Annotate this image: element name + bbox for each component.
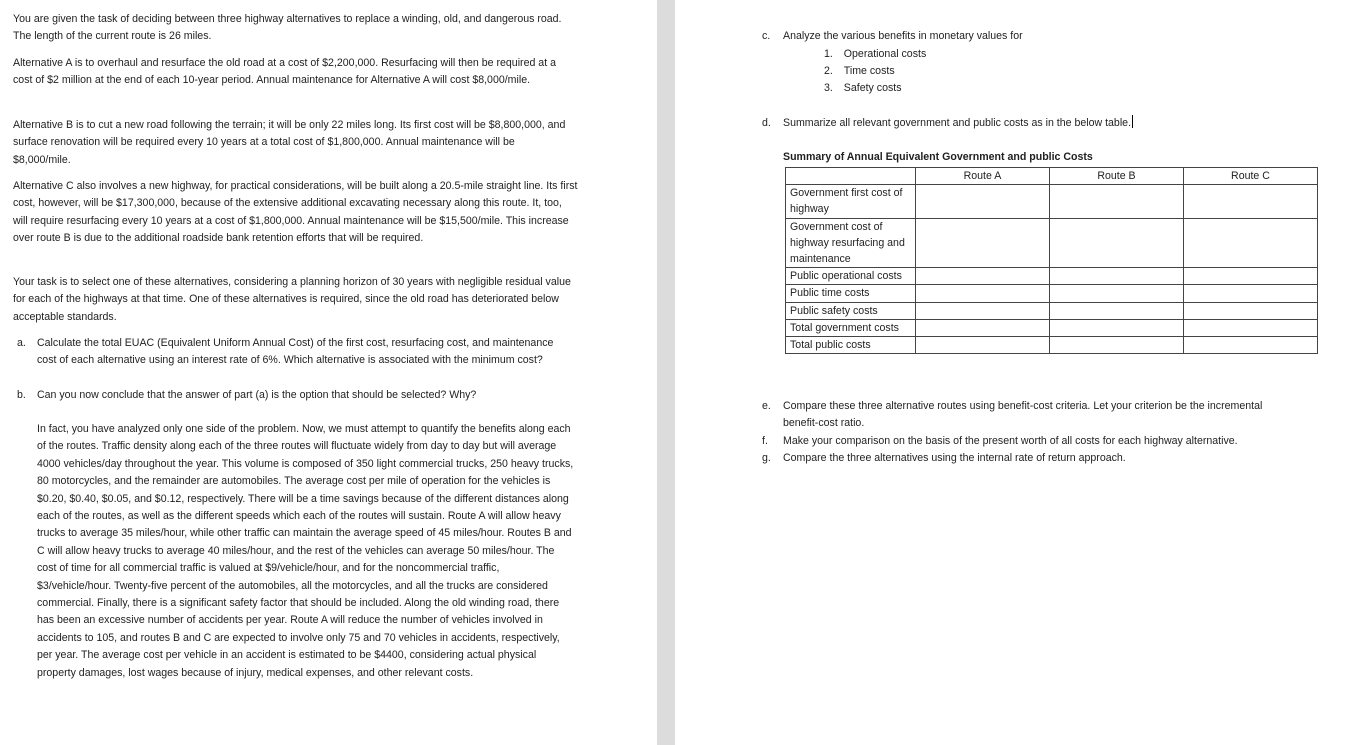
table-corner-cell bbox=[786, 168, 916, 185]
list-item-text: Time costs bbox=[843, 65, 895, 77]
table-cell[interactable] bbox=[915, 185, 1049, 218]
column-header-route-a: Route A bbox=[915, 168, 1049, 185]
page-divider bbox=[657, 0, 675, 745]
table-row bbox=[786, 218, 1318, 268]
table-cell[interactable] bbox=[1049, 285, 1183, 302]
row-label-public-operational-costs: Public operational costs bbox=[786, 268, 916, 285]
list-item bbox=[824, 63, 895, 80]
table-cell[interactable] bbox=[915, 218, 1049, 268]
row-label-government-first-cost: Government first cost of highway bbox=[786, 185, 916, 218]
table-cell[interactable] bbox=[1049, 302, 1183, 319]
left-page bbox=[0, 0, 657, 745]
alternative-c-paragraph: Alternative C also involves a new highway, for practical considerations, will be built along a 20.5-mile straight line. Its first cost, however, will be $17,300,000, because of the extensive additional excavating necessary along this route. It, too, will require resurfacing every 10 years at a cost of $1,800,000. Annual maintenance will be $15,500/mile. This increase over route B is due to the additional roadside bank retention efforts that will be required. bbox=[13, 180, 578, 245]
list-item-number: 2. bbox=[824, 65, 833, 77]
question-d-text: Summarize all relevant government and public costs as in the below table. bbox=[783, 117, 1132, 129]
table-cell[interactable] bbox=[915, 337, 1049, 354]
question-f bbox=[762, 433, 1238, 450]
table-cell[interactable] bbox=[1183, 218, 1317, 268]
table-cell[interactable] bbox=[1183, 337, 1317, 354]
table-row bbox=[786, 185, 1318, 218]
question-e-marker: e. bbox=[762, 400, 771, 412]
question-b-text: Can you now conclude that the answer of part (a) is the option that should be selected? Why? bbox=[37, 389, 477, 401]
question-e bbox=[762, 398, 1302, 433]
alternative-b-paragraph: Alternative B is to cut a new road following the terrain; it will be only 22 miles long. Its first cost will be $8,800,000, and surface renovation will be required every 10 years at a total cost of $1,800,000. Annual maintenance will be $8,000/mile. bbox=[13, 119, 566, 166]
list-item bbox=[824, 80, 902, 97]
question-a bbox=[17, 335, 577, 370]
table-title: Summary of Annual Equivalent Government and public Costs bbox=[783, 151, 1093, 163]
list-item-text: Safety costs bbox=[843, 82, 902, 94]
question-c-marker: c. bbox=[762, 30, 771, 42]
table-cell[interactable] bbox=[1183, 285, 1317, 302]
list-item bbox=[824, 46, 926, 63]
question-a-text: Calculate the total EUAC (Equivalent Uniform Annual Cost) of the first cost, resurfacing cost, and maintenance cost of each alternative using an interest rate of 6%. Which alternative is associated with the minimum cost? bbox=[37, 337, 554, 367]
table-cell[interactable] bbox=[915, 268, 1049, 285]
table-cell[interactable] bbox=[1049, 185, 1183, 218]
benefits-paragraph: In fact, you have analyzed only one side of the problem. Now, we must attempt to quantify the benefits along each of the routes. Traffic density along each of the three routes will fluctuate widely from day to day but will average 4000 vehicles/day throughout the year. This volume is composed of 350 light commercial trucks, 250 heavy trucks, 80 motorcycles, and the remainder are automobiles. The average cost per mile of operation for the vehicles is $0.20, $0.40, $0.05, and $0.12, respectively. There will be a time savings because of the different distances along each of the routes, as well as the different speeds which each of the routes will sustain. Route A will allow heavy trucks to average 35 miles/hour, while other traffic can maintain the average speed of 45 miles/hour. Routes B and C will allow heavy trucks to average 40 miles/hour, and the rest of the vehicles can average 50 miles/hour. The cost of time for all commercial traffic is valued at $9/vehicle/hour, and for the noncommercial traffic, $3/vehicle/hour. Twenty-five percent of the automobiles, all the motorcycles, and all the trucks are considered commercial. Finally, there is a significant safety factor that should be included. Along the old winding road, there has been an excessive number of accidents per year. Route A will reduce the number of vehicles involved in accidents to 105, and routes B and C are expected to involve only 75 and 70 vehicles in accidents, respectively, per year. The average cost per vehicle in an accident is estimated to be $4400, considering actual physical property damages, lost wages because of injury, medical expenses, and other relevant costs. bbox=[37, 423, 574, 679]
question-c-text: Analyze the various benefits in monetary values for bbox=[783, 30, 1023, 42]
question-a-marker: a. bbox=[17, 337, 26, 349]
list-item-text: Operational costs bbox=[843, 48, 927, 60]
question-b bbox=[17, 387, 577, 404]
table-cell[interactable] bbox=[915, 319, 1049, 336]
column-header-route-b: Route B bbox=[1049, 168, 1183, 185]
table-row bbox=[786, 285, 1318, 302]
table-cell[interactable] bbox=[1049, 268, 1183, 285]
right-page bbox=[675, 0, 1347, 745]
row-label-public-time-costs: Public time costs bbox=[786, 285, 916, 302]
table-cell[interactable] bbox=[1183, 185, 1317, 218]
alternative-a-paragraph: Alternative A is to overhaul and resurface the old road at a cost of $2,200,000. Resurfacing will then be required at a cost of $2 million at the end of each 10-year period. Annual maintenance for Alternative A will cost $8,000/mile. bbox=[13, 57, 556, 87]
table-cell[interactable] bbox=[1049, 218, 1183, 268]
list-item-number: 1. bbox=[824, 48, 833, 60]
row-label-government-resurfacing-maintenance: Government cost of highway resurfacing and maintenance bbox=[786, 218, 916, 268]
table-cell[interactable] bbox=[915, 285, 1049, 302]
table-row bbox=[786, 319, 1318, 336]
table-cell[interactable] bbox=[1183, 319, 1317, 336]
text-cursor bbox=[1132, 115, 1133, 128]
question-e-text: Compare these three alternative routes using benefit-cost criteria. Let your criterion be the incremental benefit-cost ratio. bbox=[783, 400, 1263, 430]
table-row bbox=[786, 268, 1318, 285]
question-d-marker: d. bbox=[762, 117, 771, 129]
table-cell[interactable] bbox=[1049, 319, 1183, 336]
cost-summary-table bbox=[785, 167, 1318, 354]
row-label-public-safety-costs: Public safety costs bbox=[786, 302, 916, 319]
list-item-number: 3. bbox=[824, 82, 833, 94]
task-paragraph: Your task is to select one of these alternatives, considering a planning horizon of 30 years with negligible residual value for each of the highways at that time. One of these alternatives is required, since the old road has deteriorated below acceptable standards. bbox=[13, 276, 571, 323]
table-header-row bbox=[786, 168, 1318, 185]
question-d bbox=[762, 115, 1133, 132]
table-cell[interactable] bbox=[1049, 337, 1183, 354]
table-cell[interactable] bbox=[915, 302, 1049, 319]
question-g-text: Compare the three alternatives using the internal rate of return approach. bbox=[783, 452, 1126, 464]
table-row bbox=[786, 302, 1318, 319]
question-g-marker: g. bbox=[762, 452, 771, 464]
table-cell[interactable] bbox=[1183, 268, 1317, 285]
question-f-marker: f. bbox=[762, 435, 768, 447]
table-row bbox=[786, 337, 1318, 354]
question-g bbox=[762, 450, 1126, 467]
row-label-total-government-costs: Total government costs bbox=[786, 319, 916, 336]
question-b-marker: b. bbox=[17, 389, 26, 401]
intro-paragraph: You are given the task of deciding between three highway alternatives to replace a winding, old, and dangerous road. The length of the current route is 26 miles. bbox=[13, 13, 562, 43]
column-header-route-c: Route C bbox=[1183, 168, 1317, 185]
question-c bbox=[762, 28, 1023, 45]
row-label-total-public-costs: Total public costs bbox=[786, 337, 916, 354]
table-cell[interactable] bbox=[1183, 302, 1317, 319]
question-f-text: Make your comparison on the basis of the present worth of all costs for each highway alternative. bbox=[783, 435, 1238, 447]
